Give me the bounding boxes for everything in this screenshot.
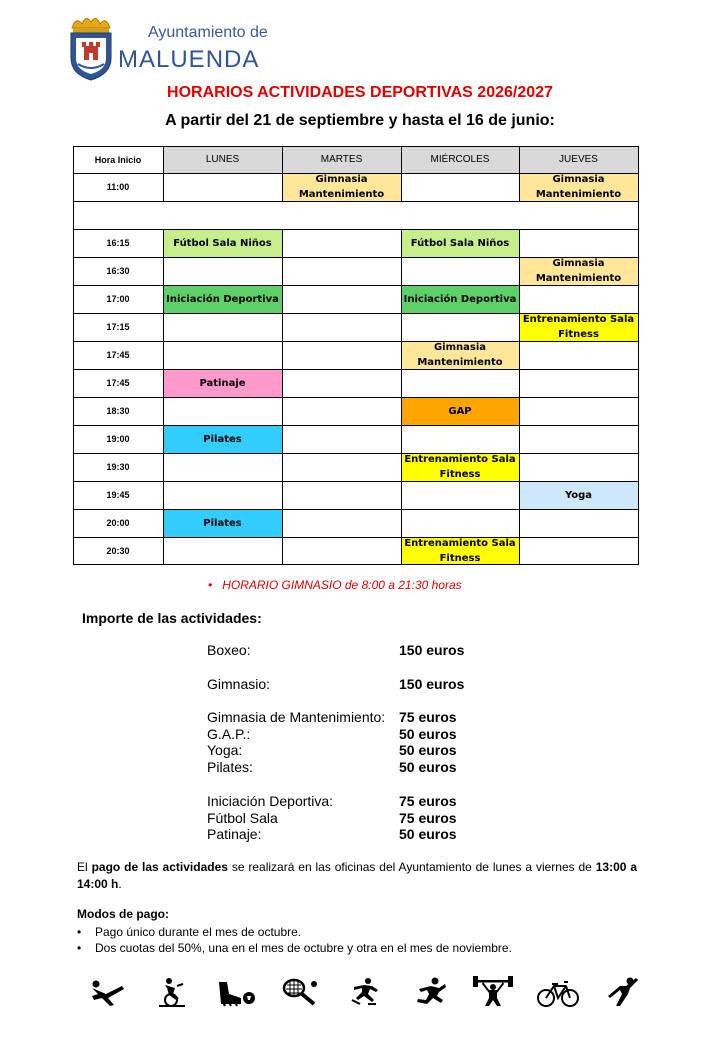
payment-text: .: [118, 877, 122, 891]
sport-icons-row: [84, 974, 644, 1010]
grid-line: [73, 201, 639, 202]
payment-methods-title: [77, 907, 169, 921]
time-cell: 17:45: [73, 369, 163, 397]
grid-line: [73, 453, 639, 454]
activity-cell: Gimnasia Mantenimiento: [282, 173, 401, 201]
skating-icon: [342, 976, 386, 1008]
price-label: Iniciación Deportiva:: [207, 793, 334, 809]
document-subtitle: A partir del 21 de septiembre y hasta el 16 de junio:: [165, 112, 555, 129]
grid-line: [73, 397, 639, 398]
time-cell: 17:15: [73, 313, 163, 341]
schedule-separator-row: [73, 201, 639, 229]
activity-cell: Gimnasia Mantenimiento: [519, 257, 638, 285]
activity-cell: Fútbol Sala Niños: [163, 229, 282, 257]
price-value: 50 euros: [399, 742, 457, 758]
cycling-icon: [536, 976, 580, 1008]
karate-icon: [84, 976, 128, 1008]
price-label: Patinaje:: [207, 826, 262, 842]
payment-text: se realizará en las oficinas del Ayuntamiento de lunes a viernes de: [227, 860, 596, 874]
time-cell: 18:30: [73, 397, 163, 425]
gym-hours-note: • HORARIO GIMNASIO de 8:00 a 21:30 horas: [208, 578, 462, 592]
payment-method-text: Dos cuotas del 50%, una en el mes de octubre y otra en el mes de noviembre.: [95, 941, 512, 955]
time-cell: 20:00: [73, 509, 163, 537]
activity-cell: Patinaje: [163, 369, 282, 397]
day-column-header: LUNES: [163, 146, 282, 173]
grid-line: [73, 146, 639, 147]
grid-line: [73, 173, 639, 174]
grid-line: [401, 229, 402, 565]
grid-line: [163, 146, 164, 201]
activity-cell: Iniciación Deportiva: [163, 285, 282, 313]
tennis-icon: [278, 976, 322, 1008]
activity-cell: Iniciación Deportiva: [401, 285, 519, 313]
grid-line: [73, 509, 639, 510]
grid-line: [73, 229, 639, 230]
grid-line: [282, 229, 283, 565]
grid-line: [519, 229, 520, 565]
price-value: 150 euros: [399, 642, 465, 658]
day-column-header: MARTES: [282, 146, 401, 173]
activity-cell: Entrenamiento Sala Fitness: [401, 453, 519, 481]
org-name-line2: MALUENDA: [118, 46, 260, 73]
grid-line: [401, 146, 402, 201]
grid-line: [73, 564, 639, 565]
running-icon: [407, 976, 451, 1008]
gym-hours-text: HORARIO GIMNASIO de 8:00 a 21:30 horas: [222, 578, 462, 592]
spinning-icon: [149, 976, 193, 1008]
activity-cell: Gimnasia Mantenimiento: [519, 173, 638, 201]
price-value: 75 euros: [399, 709, 457, 725]
time-cell: 17:45: [73, 341, 163, 369]
time-cell: 17:00: [73, 285, 163, 313]
grid-line: [73, 425, 639, 426]
payment-methods-colon: :: [165, 907, 169, 921]
time-cell: 19:00: [73, 425, 163, 453]
activity-cell: Pilates: [163, 509, 282, 537]
grid-line: [638, 146, 639, 565]
activity-cell: GAP: [401, 397, 519, 425]
payment-emphasis: pago de las actividades: [91, 860, 228, 874]
grid-line: [73, 285, 639, 286]
time-column-header: Hora Inicio: [73, 146, 163, 173]
price-label: Fútbol Sala: [207, 810, 278, 826]
grid-line: [163, 229, 164, 565]
payment-hours: 13:00 a 14:00 h: [77, 860, 637, 891]
payment-paragraph: [77, 859, 637, 893]
importe-title: Importe de las actividades:: [82, 610, 262, 626]
day-column-header: MIÉRCOLES: [401, 146, 519, 173]
price-value: 50 euros: [399, 726, 457, 742]
grid-line: [73, 313, 639, 314]
grid-line: [73, 257, 639, 258]
weightlifting-icon: [471, 976, 515, 1008]
time-cell: 20:30: [73, 537, 163, 565]
price-label: Yoga:: [207, 742, 243, 758]
grid-line: [519, 146, 520, 201]
document-title: HORARIOS ACTIVIDADES DEPORTIVAS 2026/2027: [167, 84, 553, 101]
payment-text: El: [77, 860, 92, 874]
time-cell: 16:15: [73, 229, 163, 257]
time-cell: 19:45: [73, 481, 163, 509]
price-value: 75 euros: [399, 810, 457, 826]
grid-line: [73, 537, 639, 538]
time-cell: 11:00: [73, 173, 163, 201]
payment-methods-heading: Modos de pago: [77, 907, 165, 921]
price-label: Pilates:: [207, 759, 253, 775]
price-value: 50 euros: [399, 759, 457, 775]
price-value: 50 euros: [399, 826, 457, 842]
activity-cell: Pilates: [163, 425, 282, 453]
grid-line: [73, 146, 74, 565]
org-name-line1: Ayuntamiento de: [148, 24, 268, 41]
payment-method-item: • Pago único durante el mes de octubre.: [77, 925, 302, 939]
time-cell: 16:30: [73, 257, 163, 285]
price-label: Gimnasia de Mantenimiento:: [207, 709, 386, 725]
time-cell: 19:30: [73, 453, 163, 481]
price-label: Boxeo:: [207, 642, 251, 658]
price-value: 75 euros: [399, 793, 457, 809]
grid-line: [282, 146, 283, 201]
grid-line: [73, 481, 639, 482]
day-column-header: JUEVES: [519, 146, 638, 173]
schedule-table: [73, 146, 639, 565]
price-label: G.A.P.:: [207, 726, 251, 742]
activity-cell: Yoga: [519, 481, 638, 509]
fitness-icon: [600, 976, 644, 1008]
grid-line: [73, 341, 639, 342]
activity-cell: Entrenamiento Sala Fitness: [401, 537, 519, 565]
payment-method-text: Pago único durante el mes de octubre.: [95, 925, 302, 939]
coat-of-arms-icon: [66, 14, 116, 82]
activity-cell: Entrenamiento Sala Fitness: [519, 313, 638, 341]
price-label: Gimnasio:: [207, 676, 271, 692]
activity-cell: Gimnasia Mantenimiento: [401, 341, 519, 369]
payment-method-item: • Dos cuotas del 50%, una en el mes de octubre y otra en el mes de noviembre.: [77, 941, 512, 955]
activity-cell: Fútbol Sala Niños: [401, 229, 519, 257]
grid-line: [73, 369, 639, 370]
football-icon: [213, 976, 257, 1008]
price-value: 150 euros: [399, 676, 465, 692]
